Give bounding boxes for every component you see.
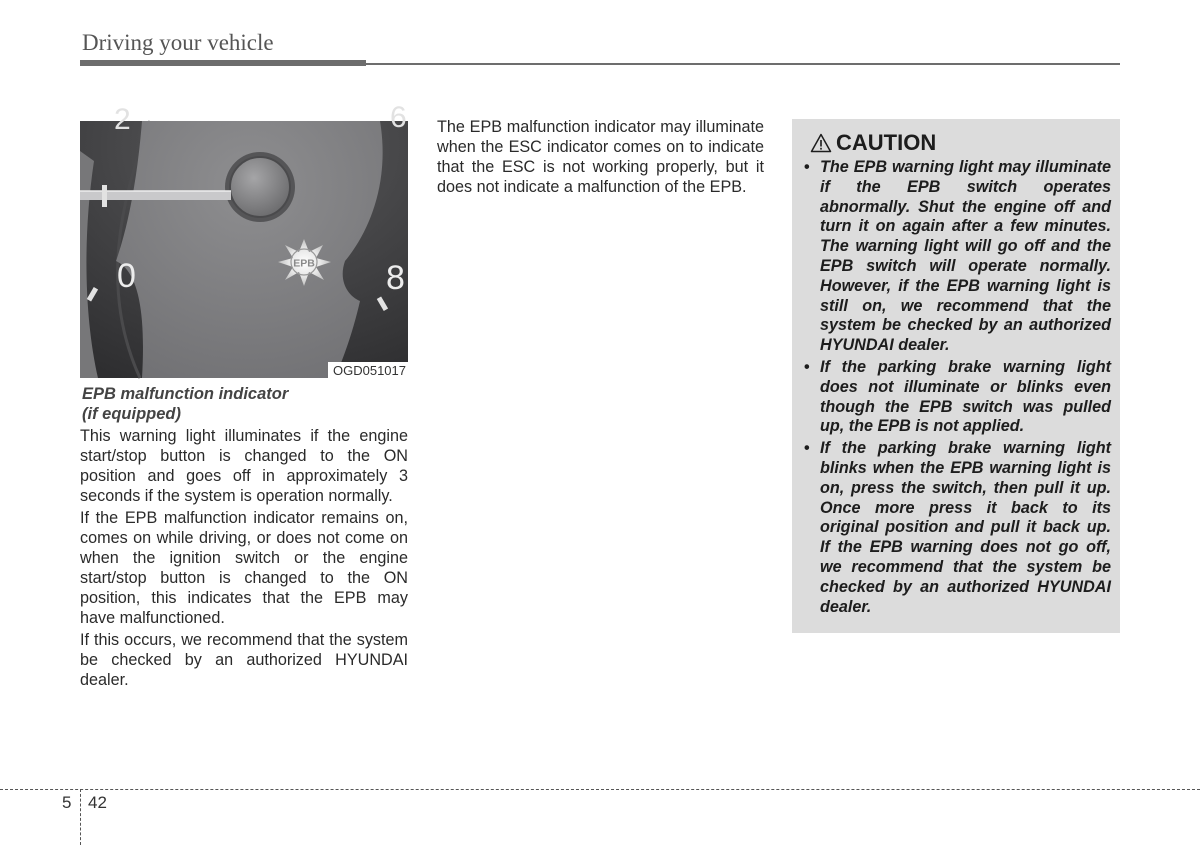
caution-item: • If the parking brake warning light blinks when the EPB warning light is on, press the switch, then pull it up. Once more press it back to its original position and pull it back up. If the EPB warning does not go off, we recommend that the system be checked by an authorized HYUNDAI dealer. bbox=[802, 439, 1111, 617]
caption-line-1: EPB malfunction indicator bbox=[82, 385, 289, 403]
caption-line-2: (if equipped) bbox=[82, 405, 181, 423]
middle-column-text bbox=[437, 117, 764, 197]
footer-rule bbox=[0, 789, 1200, 790]
gauge-label-eight: 8 bbox=[386, 259, 405, 297]
paragraph: The EPB malfunction indicator may illuminate when the ESC indicator comes on to indicate that the ESC is not working properly, but it does not indicate a malfunction of the EPB. bbox=[437, 118, 764, 196]
page-header-title: Driving your vehicle bbox=[82, 30, 274, 55]
caution-title: CAUTION bbox=[836, 130, 937, 155]
figure-caption bbox=[82, 384, 408, 424]
header-rule-thick bbox=[80, 60, 366, 66]
chapter-number: 5 bbox=[62, 793, 72, 812]
epb-icon-label: EPB bbox=[293, 257, 315, 270]
caution-item: • The EPB warning light may illuminate if the EPB switch operates abnormally. Shut the engine off and turn it on again after a few minutes. The warning light will go off and the EPB switch will operate normally. However, if the EPB warning light is still on, we recommend that the system be checked by an authorized HYUNDAI dealer. bbox=[802, 158, 1111, 356]
figure-code: OGD051017 bbox=[328, 362, 408, 378]
paragraph: If the EPB malfunction indicator remains on, comes on while driving, or does not come on when the ignition switch or the engine start/stop button is changed to the ON position, this indicates that the EPB may have malfunctioned. bbox=[80, 509, 408, 627]
page-number: 42 bbox=[88, 793, 107, 812]
caution-header bbox=[810, 130, 936, 156]
header-rule-thin bbox=[366, 63, 1120, 65]
paragraph: This warning light illuminates if the engine start/stop button is changed to the ON position and goes off in approximately 3 seconds if the system is operation normally. bbox=[80, 427, 408, 505]
left-column-text bbox=[80, 426, 408, 692]
epb-indicator-figure bbox=[80, 101, 408, 378]
gauge-label-zero: 0 bbox=[117, 257, 136, 295]
gauge-illustration bbox=[80, 101, 408, 378]
gauge-label-top-right: 6 bbox=[390, 101, 407, 134]
warning-triangle-icon bbox=[810, 133, 832, 153]
caution-box bbox=[792, 119, 1120, 633]
footer-divider bbox=[80, 789, 81, 845]
gauge-label-top-left: 2 bbox=[114, 103, 131, 136]
caution-list bbox=[802, 158, 1111, 619]
paragraph: If this occurs, we recommend that the system be checked by an authorized HYUNDAI dealer. bbox=[80, 631, 408, 689]
caution-item: • If the parking brake warning light does not illuminate or blinks even though the EPB switch was pulled up, the EPB is not applied. bbox=[802, 358, 1111, 437]
